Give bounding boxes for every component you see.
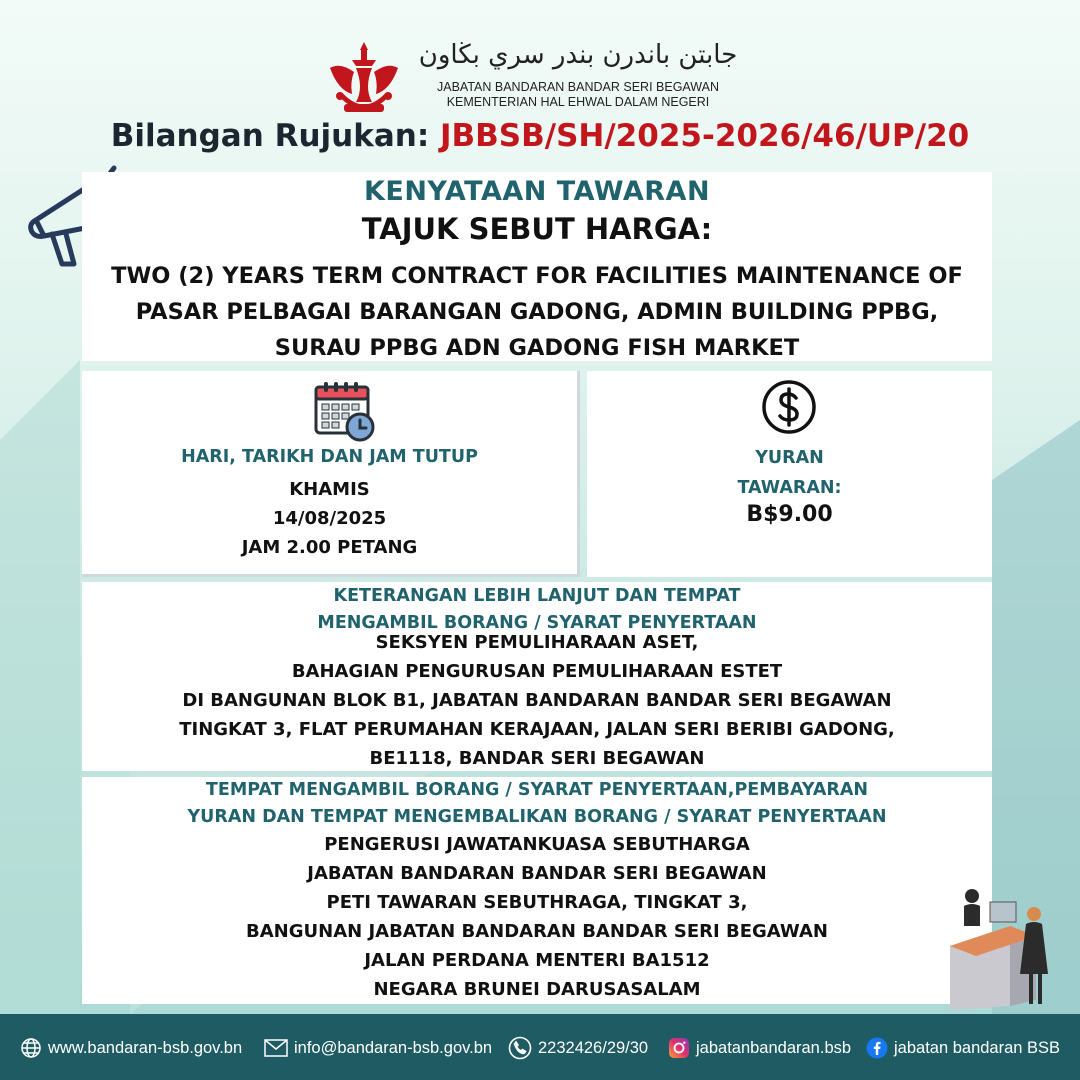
instagram-icon [668, 1037, 690, 1059]
fee-label-line: TAWARAN: [737, 478, 842, 498]
heading-line: YURAN DAN TEMPAT MENGEMBALIKAN BORANG / SYARAT PENYERTAAN [187, 807, 887, 827]
department-name-jawi: جابتن باندرن بندر سري بڬاون [418, 40, 738, 70]
reception-desk-illustration [946, 880, 1056, 1010]
fee-amount: B$9.00 [746, 502, 833, 527]
closing-label: HARI, TARIKH DAN JAM TUTUP [181, 447, 478, 467]
department-name: JABATAN BANDARAN BANDAR SERI BEGAWAN [437, 80, 719, 94]
collection-heading [82, 777, 992, 831]
fee-panel [587, 371, 992, 577]
facebook-icon [866, 1037, 888, 1059]
reference-number: JBBSB/SH/2025-2026/46/UP/20 [440, 118, 970, 154]
description-line: SURAU PPBG ADN GADONG FISH MARKET [274, 335, 800, 361]
address-line: BE1118, BANDAR SERI BEGAWAN [369, 748, 705, 769]
address-line: PENGERUSI JAWATANKUASA SEBUTHARGA [324, 834, 750, 855]
address-line: PETI TAWARAN SEBUTHRAGA, TINGKAT 3, [326, 892, 748, 913]
heading-line: KETERANGAN LEBIH LANJUT DAN TEMPAT [333, 586, 741, 606]
envelope-icon [264, 1039, 288, 1057]
address-line: SEKSYEN PEMULIHARAAN ASET, [375, 632, 699, 653]
title-panel [82, 172, 992, 361]
email-text: info@bandaran-bsb.gov.bn [294, 1038, 493, 1057]
phone-icon [508, 1036, 532, 1060]
info-address [82, 628, 992, 773]
facebook-text: jabatan bandaran BSB [894, 1038, 1061, 1057]
closing-date: 14/08/2025 [272, 508, 387, 529]
info-panel [82, 582, 992, 771]
collection-address [82, 830, 992, 1004]
phone-text: 2232426/29/30 [538, 1038, 649, 1057]
fee-label-line: YURAN [755, 448, 824, 468]
quotation-subheading: TAJUK SEBUT HARGA: [361, 212, 713, 246]
dollar-circle-icon [761, 379, 817, 435]
address-line: NEGARA BRUNEI DARUSASALAM [373, 979, 701, 1000]
facebook-link[interactable] [866, 1036, 1060, 1060]
reference-label: Bilangan Rujukan: [110, 118, 430, 154]
ministry-name: KEMENTERIAN HAL EHWAL DALAM NEGERI [446, 95, 710, 109]
collection-panel [82, 777, 992, 1004]
description-line: PASAR PELBAGAI BARANGAN GADONG, ADMIN BUILDING PPBG, [135, 299, 939, 325]
closing-day: KHAMIS [289, 479, 370, 500]
notice-heading: KENYATAAN TAWARAN [363, 176, 711, 207]
address-line: JALAN PERDANA MENTERI BA1512 [364, 950, 710, 971]
closing-time: JAM 2.00 PETANG [241, 537, 418, 558]
phone-link[interactable] [508, 1036, 648, 1060]
heading-line: TEMPAT MENGAMBIL BORANG / SYARAT PENYERTAAN,PEMBAYARAN [205, 780, 869, 800]
address-line: JABATAN BANDARAN BANDAR SERI BEGAWAN [307, 863, 767, 884]
heading-line: MENGAMBIL BORANG / SYARAT PENYERTAAN [317, 613, 757, 633]
department-logo [322, 38, 742, 118]
email-link[interactable] [264, 1036, 492, 1060]
brunei-crest-icon [322, 38, 406, 118]
instagram-text: jabatanbandaran.bsb [696, 1038, 852, 1057]
closing-details [82, 475, 577, 562]
closing-date-panel [82, 371, 580, 577]
globe-icon [20, 1037, 42, 1059]
address-line: BAHAGIAN PENGURUSAN PEMULIHARAAN ESTET [291, 661, 783, 682]
website-text: www.bandaran-bsb.gov.bn [48, 1038, 243, 1057]
description-line: TWO (2) YEARS TERM CONTRACT FOR FACILITIES MAINTENANCE OF [111, 263, 963, 289]
instagram-link[interactable] [668, 1036, 851, 1060]
calendar-clock-icon [312, 379, 378, 443]
website-link[interactable] [20, 1036, 242, 1060]
reference-line [0, 118, 1080, 154]
address-line: TINGKAT 3, FLAT PERUMAHAN KERAJAAN, JALAN SERI BERIBI GADONG, [179, 719, 895, 740]
contact-footer [0, 1014, 1080, 1080]
fee-label [587, 443, 992, 503]
address-line: DI BANGUNAN BLOK B1, JABATAN BANDARAN BANDAR SERI BEGAWAN [182, 690, 892, 711]
contract-description [82, 258, 992, 366]
address-line: BANGUNAN JABATAN BANDARAN BANDAR SERI BEGAWAN [246, 921, 828, 942]
